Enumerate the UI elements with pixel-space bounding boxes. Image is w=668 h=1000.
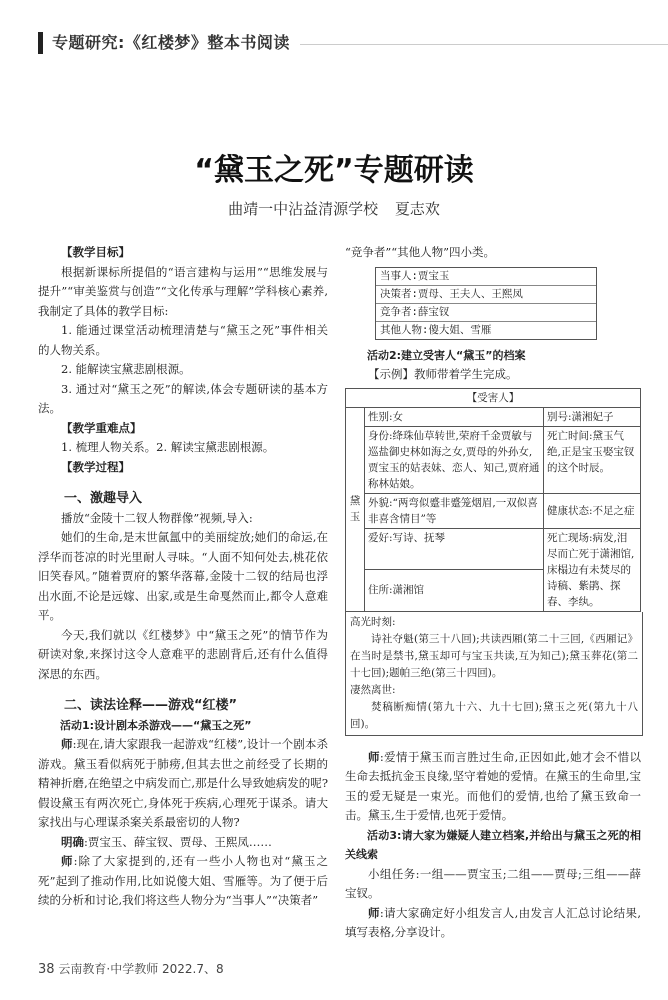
article-title: “黛玉之死”专题研读 (194, 153, 474, 188)
speech-text: :除了大家提到的,还有一些小人物也对“黛玉之死”起到了推动作用,比如说傻大姐、雪雁等。为了便于后续的分析和讨论,我们将这些人物分为“当事人”“决策者” (38, 854, 328, 907)
role-box (375, 267, 597, 340)
highlight-box (345, 612, 643, 736)
archive-identity: 身份:绛珠仙草转世,荣府千金贾敏与巡盐御史林如海之女,贾母的外孙女,贾宝玉的姑表妹、恋人、知己,贾府通称林姑娘。 (365, 426, 544, 493)
continued-text: “竞争者”“其他人物”四小类。 (345, 245, 496, 259)
article-byline (0, 198, 668, 219)
author-name: 夏志欢 (394, 200, 440, 218)
process-heading: 【教学过程】 (61, 459, 130, 474)
role-row: 决策者:贾母、王夫人、王熙凤 (376, 286, 596, 304)
sad-text: 焚稿断痴情(第九十六、九十七回);黛玉之死(第九十八回)。 (350, 700, 638, 730)
section-2-title: 二、读法诠释——游戏“红楼” (64, 698, 238, 713)
speaker-label: 师 (368, 749, 380, 764)
teacher-instruction (345, 904, 641, 943)
activity-2-example: 【示例】教师带着学生完成。 (368, 367, 518, 381)
archive-residence: 住所:潇湘馆 (365, 570, 544, 612)
speaker-label: 师 (61, 854, 74, 868)
role-row: 竞争者:薛宝钗 (376, 304, 596, 322)
left-column (38, 243, 328, 911)
highlight-text: 诗社夺魁(第三十八回);共读西厢(第二十三回,《西厢记》在当时是禁书,黛玉却可与宝玉共读,互为知己);黛玉葬花(第二十七回);题帕三绝(第三十四回)。 (350, 632, 638, 679)
section-1-p1: 播放“金陵十二钗人物群像”视频,导入: (61, 510, 253, 525)
teacher-comment (345, 748, 641, 826)
archive-alias: 别号:潇湘妃子 (544, 407, 641, 426)
archive-death-time: 死亡时间:黛玉气绝,正是宝玉娶宝钗的这个时辰。 (544, 426, 641, 493)
section-1-p2: 她们的生命,是末世氤氲中的美丽绽放;她们的命运,在浮华而苍凉的时光里耐人寻味。“人面不知何处去,桃花依旧笑春风。”随着贾府的繁华落幕,金陵十二钗的结局也浮出水面,不论是远嫁、出家,或是生命戛然而止,都令人意难平。 (38, 530, 328, 622)
page-header (0, 0, 668, 72)
speech-text: :爱情于黛玉而言胜过生命,正因如此,她才会不惜以生命去抵抗金玉良缘,坚守着她的爱情。在黛玉的生命里,宝玉的爱无疑是一束光。而他们的爱情,也给了黛玉致命一击。黛玉,生于爱情,也死于爱情。 (345, 749, 642, 822)
archive-scene: 死亡现场:病发,泪尽而亡死于潇湘馆,床榻边有未焚尽的诗稿、紫鹃、探春、李纨。 (544, 528, 641, 611)
activity-2-title: 活动2:建立受害人“黛玉”的档案 (367, 348, 526, 362)
answer-text: :贾宝玉、薛宝钗、贾母、王熙凤…… (84, 834, 272, 849)
role-row: 当事人:贾宝玉 (376, 268, 596, 286)
archive-head: 【受害人】 (346, 388, 641, 407)
key-points: 1. 梳理人物关系。2. 解读宝黛悲剧根源。 (61, 440, 275, 454)
header-label: 专题研究:《红楼梦》整本书阅读 (52, 33, 290, 52)
answer-label: 明确 (61, 834, 84, 849)
header-rule (300, 44, 668, 45)
section-1-title: 一、激趣导入 (64, 491, 143, 506)
group-tasks: 小组任务:一组——贾宝玉;二组——贾母;三组——薛宝钗。 (345, 866, 641, 900)
section-1-p3: 今天,我们就以《红楼梦》中“黛玉之死”的情节作为研读对象,来探讨这令人意难平的悲剧背后,还有什么值得深思的东西。 (38, 627, 328, 681)
victim-archive-table (345, 388, 641, 612)
journal-info: 云南教育·中学教师 2022.7、8 (58, 962, 224, 976)
activity-3-title: 活动3:请大家为嫌疑人建立档案,并给出与黛玉之死的相关线索 (345, 828, 641, 861)
sad-label: 凄然离世: (350, 683, 396, 696)
author-school: 曲靖一中沾益清源学校 (228, 200, 379, 218)
speech-text: :请大家确定好小组发言人,由发言人汇总讨论结果,填写表格,分享设计。 (345, 905, 642, 939)
highlight-label: 高光时刻: (350, 615, 396, 628)
header-bar (38, 32, 43, 54)
activity-1-answer (38, 833, 328, 853)
goal-1: 1. 能通过课堂活动梳理清楚与“黛玉之死”事件相关的人物关系。 (38, 323, 328, 357)
goal-3: 3. 通过对“黛玉之死”的解读,体会专题研读的基本方法。 (38, 381, 328, 415)
activity-1-title: 活动1:设计剧本杀游戏——“黛玉之死” (60, 718, 252, 732)
goal-intro: 根据新课标所提倡的“语言建构与运用”“思维发展与提升”“审美鉴赏与创造”“文化传承与理解”学科核心素养,我制定了具体的教学目标: (38, 264, 328, 318)
goal-2: 2. 能解读宝黛悲剧根源。 (61, 362, 191, 376)
right-column (345, 243, 641, 943)
key-heading: 【教学重难点】 (61, 420, 142, 435)
page-footer (38, 960, 224, 977)
archive-health: 健康状态:不足之症 (544, 493, 641, 528)
activity-1-teacher (38, 735, 328, 833)
archive-appearance: 外貌:“两弯似蹙非蹙笼烟眉,一双似喜非喜含情目”等 (365, 493, 544, 528)
archive-gender: 性别:女 (365, 407, 544, 426)
activity-1-teacher-2 (38, 852, 328, 911)
archive-name: 黛玉 (346, 407, 365, 611)
goal-heading: 【教学目标】 (61, 245, 130, 259)
role-row: 其他人物:傻大姐、雪雁 (380, 323, 492, 336)
archive-hobby: 爱好:写诗、抚琴 (365, 528, 544, 570)
speech-text: :现在,请大家跟我一起游戏“红楼”,设计一个剧本杀游戏。黛玉看似病死于肺痨,但其去世之前经受了长期的精神折磨,在绝望之中病发而亡,那是什么导致她病发的呢?假设黛玉有两次死亡,身体死于疾病,心理死于谋杀。请大家找出与心理谋杀案关系最密切的人物? (38, 737, 328, 829)
page-number: 38 (38, 962, 55, 977)
speaker-label: 师 (61, 737, 73, 751)
speaker-label: 师 (368, 905, 380, 920)
